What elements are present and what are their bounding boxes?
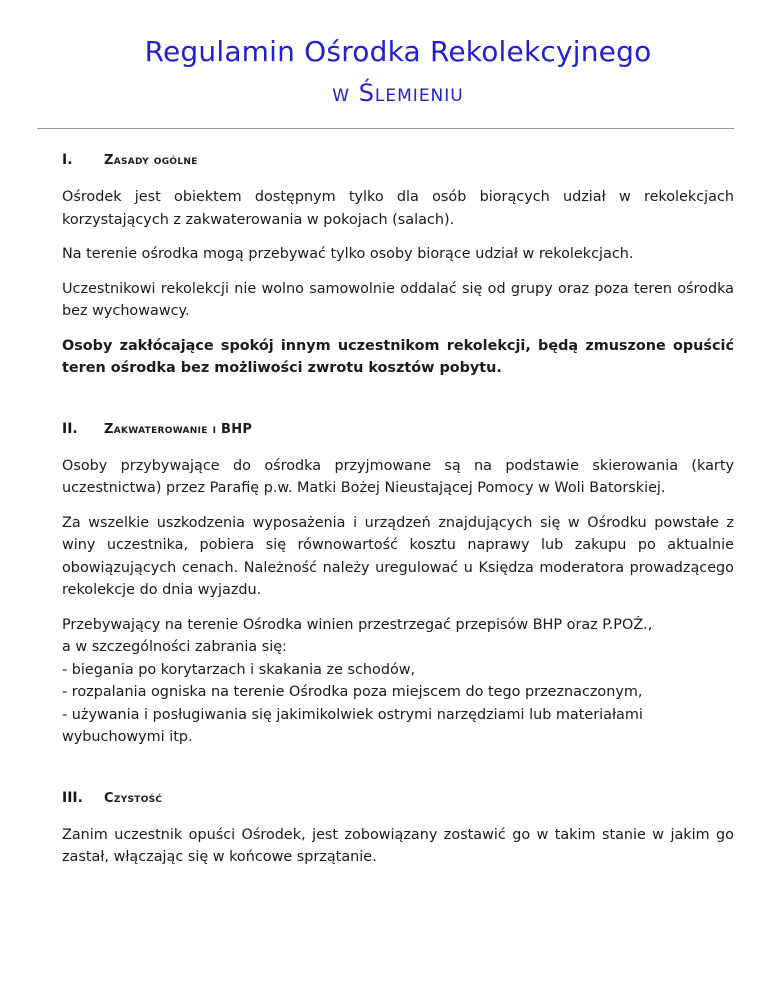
bhp-rules-list: [62, 614, 734, 749]
title-divider: [37, 128, 734, 129]
section-heading-2: [62, 420, 734, 439]
paragraph: Zanim uczestnik opuści Ośrodek, jest zobowiązany zostawić go w takim stanie w jakim go zastał, włączając się w końcowe sprzątanie.: [62, 826, 734, 865]
paragraph: Za wszelkie uszkodzenia wyposażenia i urządzeń znajdujących się w Ośrodku powstałe z winy uczestnika, pobiera się równowartość kosztu naprawy lub zakupu po aktualnie obowiązujących cenach. Należność należy uregulować u Księdza moderatora prowadzącego rekolekcje do dnia wyjazdu.: [62, 514, 734, 598]
list-item: - używania i posługiwania się jakimikolwiek ostrymi narzędziami lub materiałami: [62, 706, 643, 723]
list-item: wybuchowymi itp.: [62, 729, 193, 745]
list-intro-line: a w szczególności zabrania się:: [62, 639, 287, 655]
section-number: II.: [62, 420, 78, 437]
document-title: Regulamin Ośrodka Rekolekcyjnego: [144, 35, 652, 68]
list-item: - biegania po korytarzach i skakania ze schodów,: [62, 661, 416, 678]
list-item: - rozpalania ogniska na terenie Ośrodka poza miejscem do tego przeznaczonym,: [62, 684, 643, 700]
section-title: Zakwaterowanie i BHP: [104, 421, 253, 437]
section-number: III.: [62, 789, 83, 806]
document-page: [62, 34, 734, 869]
section-title: Zasady ogólne: [104, 153, 198, 168]
paragraph: Na terenie ośrodka mogą przebywać tylko osoby biorące udział w rekolekcjach.: [62, 246, 634, 262]
section-heading-1: [62, 151, 734, 170]
paragraph: Uczestnikowi rekolekcji nie wolno samowolnie oddalać się od grupy oraz poza teren ośrodka bez wychowawcy.: [62, 280, 734, 319]
document-subtitle: w Ślemieniu: [332, 79, 464, 107]
paragraph: Osoby przybywające do ośrodka przyjmowane są na podstawie skierowania (karty uczestnictwa) przez Parafię p.w. Matki Bożej Nieustającej Pomocy w Woli Batorskiej.: [62, 457, 734, 496]
section-title: Czystość: [104, 790, 163, 806]
paragraph: Ośrodek jest obiektem dostępnym tylko dla osób biorących udział w rekolekcjach korzystających z zakwaterowania w pokojach (salach).: [62, 189, 734, 228]
section-heading-3: [62, 789, 734, 808]
list-intro-line: Przebywający na terenie Ośrodka winien przestrzegać przepisów BHP oraz P.POŻ.,: [62, 616, 653, 633]
section-number: I.: [62, 152, 73, 168]
paragraph-emphasis: Osoby zakłócające spokój innym uczestnikom rekolekcji, będą zmuszone opuścić teren ośrodka bez możliwości zwrotu kosztów pobytu.: [62, 337, 734, 376]
